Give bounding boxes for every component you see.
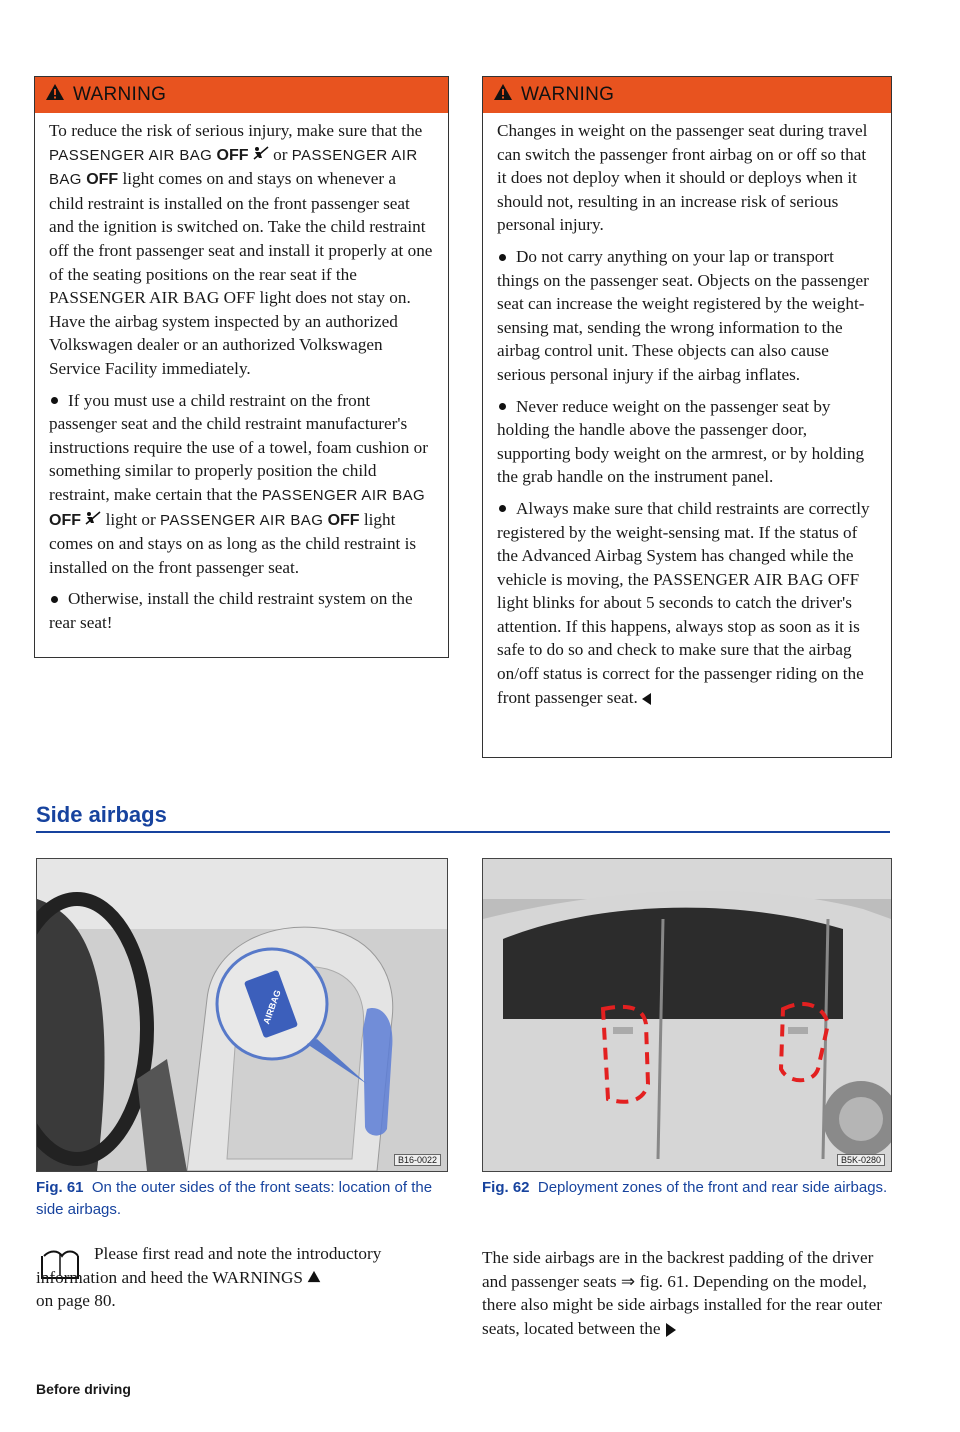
section-title: Side airbags [36, 802, 167, 827]
figure-deployment-zones [482, 858, 892, 1172]
warning-triangle-icon [45, 83, 65, 107]
warning-box-right [482, 76, 892, 758]
footer-chapter: Before driving [36, 1381, 131, 1397]
passenger-airbag-off-icon [85, 510, 101, 529]
intro-note: Please first read and note the introductory information and heed the WARNINGS on page 80. [36, 1244, 382, 1311]
section-divider [36, 831, 890, 833]
warning-bullet: Otherwise, install the child restraint system on the rear seat! [49, 589, 413, 632]
side-airbags-text: The side airbags are in the backrest padding of the driver and passenger seats ⇒ fig. 61. Depending on the model, there also might be side airbags installed for the rear outer seats, located between the [482, 1248, 882, 1338]
warning-bullet: Do not carry anything on your lap or transport things on the passenger seat. Objects on the passenger seat can increase the weight registered by the weight-sensing mat, sending the wrong information to the airbag control unit. These objects can also cause serious personal injury if the airbag inflates. [497, 246, 869, 384]
continued-arrow-icon [666, 1323, 676, 1337]
warning-title: WARNING [521, 84, 615, 105]
airbag-label-badge: AIRBAG [261, 988, 283, 1026]
warning-paragraph: To reduce the risk of serious injury, make sure that the PASSENGER AIR BAG OFF or PASSENGER AIR BAG OFF light comes on and stays on whenever a child restraint is installed on the front passenger seat and the ignition is switched on. Take the child restraint off the front passenger seat and install it properly at one of the seating positions on the rear seat if the PASSENGER AIR BAG OFF light does not stay on. Have the airbag system inspected by an authorized Volkswagen dealer or an authorized Volkswagen Service Facility immediately. [49, 121, 433, 378]
passenger-airbag-off-icon [253, 145, 269, 164]
figure-id: B5K-0280 [837, 1154, 885, 1166]
figure-caption: Fig. 62 Deployment zones of the front and rear side airbags. [482, 1179, 888, 1196]
end-of-section-icon [642, 693, 651, 705]
warning-header [35, 77, 448, 113]
figure-caption: Fig. 61 On the outer sides of the front seats: location of the side airbags. [36, 1179, 433, 1218]
warning-bullet: If you must use a child restraint on the front passenger seat and the child restraint manufacturer's instructions require the use of a towel, foam cushion or something similar to properly position the child restraint, make certain that the PASSENGER AIR BAG OFF light or PASSENGER AIR BAG OFF light comes on and stays on as long as the child restraint is installed on the front passenger seat. [49, 390, 428, 577]
warning-paragraph: Changes in weight on the passenger seat during travel can switch the passenger front airbag on or off so that it does not deploy when it should or deploys when it should not, resulting in an increase risk of serious personal injury. [497, 121, 868, 235]
warning-title: WARNING [73, 84, 167, 105]
figure-side-airbag-seat [36, 858, 448, 1172]
warning-bullet: Always make sure that child restraints are correctly registered by the weight-sensing mat. If the status of the Advanced Airbag System has changed while the vehicle is moving, the PASSENGER AIR BAG OFF light blinks for about 5 seconds to catch the driver's attention. If this happens, always stop as soon as it is safe to do so and check to make sure that the airbag on/off status is correct for the passenger riding on the front passenger seat. [497, 498, 870, 707]
warning-box-left [34, 76, 449, 658]
warning-triangle-icon [307, 1268, 321, 1287]
figure-id: B16-0022 [394, 1154, 441, 1166]
page-reference[interactable]: on page 80. [36, 1291, 116, 1311]
warning-header [483, 77, 891, 113]
warning-triangle-icon [493, 83, 513, 107]
warning-bullet: Never reduce weight on the passenger seat by holding the handle above the passenger door, supporting body weight on the armrest, or by holding the grab handle on the instrument panel. [497, 396, 865, 487]
